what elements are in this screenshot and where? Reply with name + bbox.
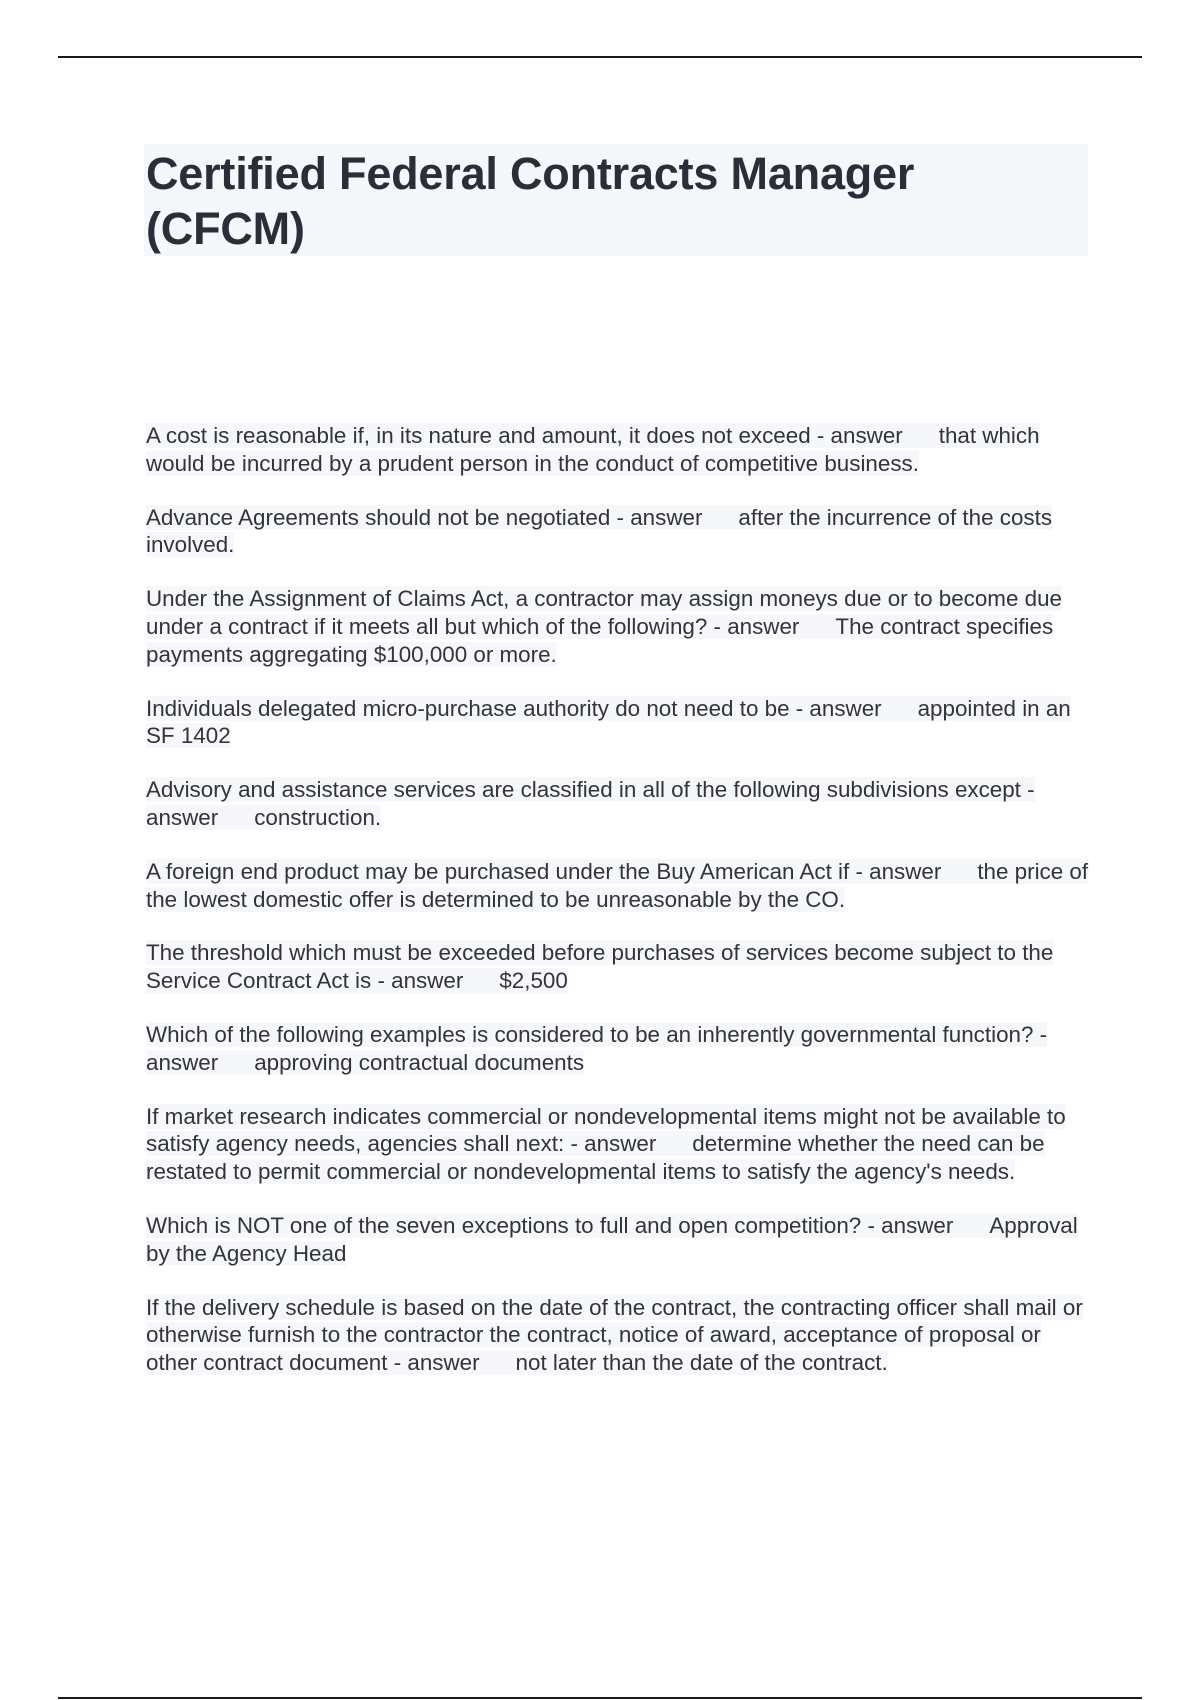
answer-text: approving contractual documents bbox=[254, 1049, 585, 1075]
question-text: Which of the following examples is considered to be an inherently governmental function? bbox=[146, 1021, 1034, 1047]
answer-text: the price of the lowest domestic offer is determined to be unreasonable by the CO. bbox=[146, 858, 1089, 912]
question-text: If the delivery schedule is based on the date of the contract, the contracting officer shall mail or otherwise furnish to the contractor the contract, notice of award, acceptance of proposal or other contract document bbox=[146, 1294, 1083, 1376]
question-text: A foreign end product may be purchased under the Buy American Act if bbox=[146, 858, 850, 884]
answer-separator: - answer bbox=[810, 423, 903, 448]
qa-item bbox=[146, 695, 1092, 751]
answer-text: The contract specifies payments aggregating $100,000 or more. bbox=[146, 613, 1054, 667]
question-text: Advisory and assistance services are classified in all of the following subdivisions except bbox=[146, 777, 1021, 803]
answer-text: $2,500 bbox=[499, 968, 568, 994]
qa-item bbox=[146, 776, 1092, 832]
qa-list bbox=[146, 422, 1092, 1403]
qa-item bbox=[146, 422, 1092, 478]
answer-separator: - answer bbox=[789, 695, 882, 721]
qa-item bbox=[146, 504, 1092, 560]
answer-separator: - answer bbox=[564, 1131, 657, 1157]
question-text: A cost is reasonable if, in its nature and amount, it does not exceed bbox=[146, 423, 811, 448]
question-text: If market research indicates commercial or nondevelopmental items might not be available to satisfy agency needs, agencies shall next: bbox=[146, 1103, 1066, 1157]
question-text: Advance Agreements should not be negotiated bbox=[146, 504, 611, 530]
answer-text: construction. bbox=[254, 804, 382, 830]
top-rule bbox=[58, 56, 1142, 58]
answer-separator: - answer bbox=[146, 1021, 1048, 1075]
answer-separator: - answer bbox=[146, 777, 1035, 830]
qa-item bbox=[146, 1103, 1092, 1186]
qa-text bbox=[146, 1022, 1047, 1075]
question-text: Which is NOT one of the seven exceptions to full and open competition? bbox=[146, 1212, 862, 1238]
answer-text: not later than the date of the contract. bbox=[515, 1350, 888, 1376]
qa-item bbox=[146, 1021, 1092, 1077]
page-title: Certified Federal Contracts Manager (CFCM) bbox=[146, 148, 915, 254]
qa-text bbox=[146, 586, 1062, 667]
answer-separator: - answer bbox=[861, 1212, 954, 1238]
qa-text bbox=[146, 1104, 1066, 1185]
question-text: Under the Assignment of Claims Act, a contractor may assign moneys due or to become due under a contract if it meets all but which of the following? bbox=[146, 586, 1062, 639]
qa-item bbox=[146, 585, 1092, 668]
qa-text bbox=[146, 696, 1071, 749]
answer-text: after the incurrence of the costs involved. bbox=[146, 504, 1053, 558]
question-text: Individuals delegated micro-purchase authority do not need to be bbox=[146, 695, 790, 721]
qa-text bbox=[146, 777, 1035, 830]
question-text: The threshold which must be exceeded before purchases of services become subject to the Service Contract Act is bbox=[146, 940, 1054, 994]
answer-text: that which would be incurred by a prudent person in the conduct of competitive business. bbox=[146, 423, 1040, 476]
answer-separator: - answer bbox=[371, 968, 464, 994]
qa-text bbox=[146, 505, 1052, 558]
qa-item bbox=[146, 1212, 1092, 1268]
answer-text: appointed in an SF 1402 bbox=[146, 695, 1071, 749]
qa-item bbox=[146, 1294, 1092, 1377]
qa-text bbox=[146, 423, 1040, 476]
qa-item bbox=[146, 939, 1092, 995]
answer-separator: - answer bbox=[849, 858, 942, 884]
qa-text bbox=[146, 940, 1053, 993]
answer-separator: - answer bbox=[387, 1350, 480, 1376]
qa-item bbox=[146, 858, 1092, 914]
qa-text bbox=[146, 1213, 1078, 1266]
answer-separator: - answer bbox=[707, 613, 800, 639]
answer-text: determine whether the need can be restated to permit commercial or nondevelopmental items to satisfy the agency's needs. bbox=[146, 1131, 1045, 1185]
answer-separator: - answer bbox=[610, 504, 703, 530]
answer-text: Approval by the Agency Head bbox=[146, 1212, 1078, 1266]
bottom-rule bbox=[58, 1697, 1142, 1699]
qa-text bbox=[146, 1295, 1083, 1376]
qa-text bbox=[146, 859, 1088, 912]
